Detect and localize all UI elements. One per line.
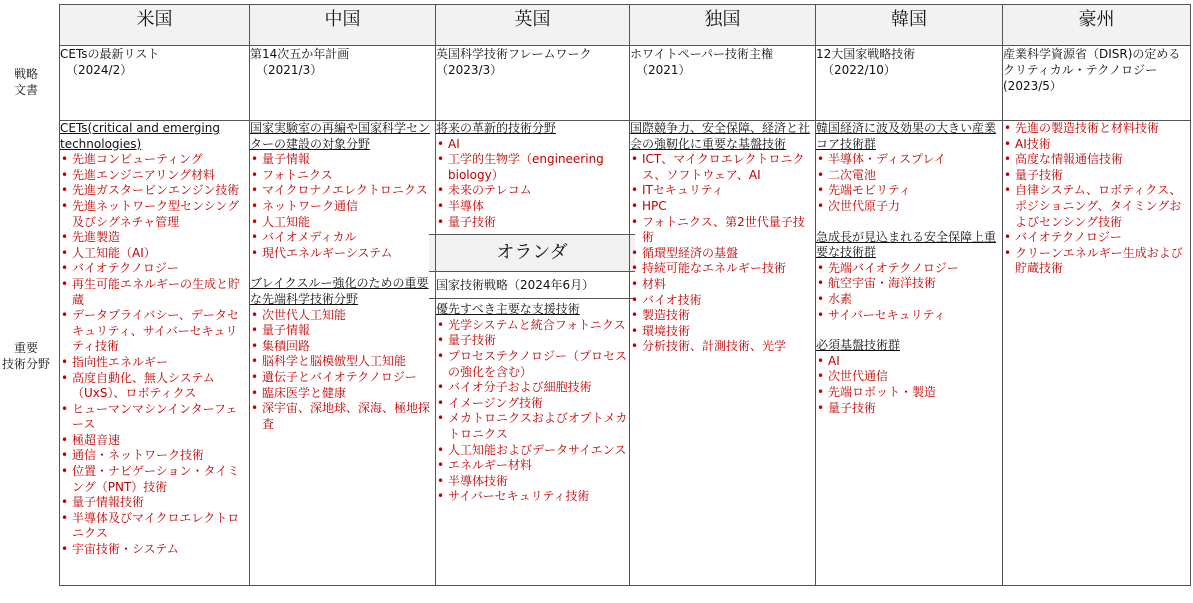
doc-uk: 英国科学技術フレームワーク（2023/3）: [436, 46, 630, 121]
korea-list-header-2: 急成長が見込まれる安全保障上重要な技術群: [816, 229, 997, 260]
germany-list-header: 国際競争力、安全保障、経済と社会の強靭化に重要な基盤技術: [630, 121, 811, 151]
country-uk: 英国: [436, 5, 630, 46]
list-item: • 宇宙技術・システム: [60, 542, 249, 558]
uk-tech-list: [436, 137, 629, 231]
list-item: • 循環型経済の基盤: [630, 246, 815, 262]
list-item: • AI技術: [1003, 137, 1190, 153]
list-item: • 再生可能エネルギーの生成と貯蔵: [60, 277, 249, 308]
list-item: • 先進コンピューティング: [60, 152, 249, 168]
list-item: • 深宇宙、深地球、深海、極地探査: [250, 401, 435, 432]
list-item: • 高度な情報通信技術: [1003, 152, 1190, 168]
china-tech-list-2: [250, 308, 435, 433]
list-item: • 先進製造: [60, 230, 249, 246]
list-item: • バイオ分子および細胞技術: [436, 380, 629, 396]
doc-australia: 産業科学資源省（DISR)の定めるクリティカル・テクノロジー(2023/5）: [1003, 46, 1191, 121]
list-item: • 次世代原子力: [816, 199, 1002, 215]
country-germany: 独国: [630, 5, 816, 46]
korea-tech-list-3: [816, 354, 1002, 416]
list-item: • 水素: [816, 292, 1002, 308]
list-item: • AI: [436, 137, 629, 153]
list-item: • 位置・ナビゲーション・タイミング（PNT）技術: [60, 464, 249, 495]
list-item: • ネットワーク通信: [250, 199, 435, 215]
list-item: • 次世代通信: [816, 369, 1002, 385]
list-item: • 環境技術: [630, 324, 815, 340]
list-item: • 半導体: [436, 199, 629, 215]
list-item: • ICT、マイクロエレクトロニクス、ソフトウェア、AI: [630, 152, 815, 183]
list-item: • マイクロナノエレクトロニクス: [250, 183, 435, 199]
list-item: • 量子技術: [1003, 168, 1190, 184]
list-item: • エネルギー材料: [436, 458, 629, 474]
tech-fields-row: [60, 121, 1191, 586]
list-item: • 光学システムと統合フォトニクス: [436, 318, 629, 334]
list-item: • 量子情報: [250, 152, 435, 168]
list-item: • 量子技術: [436, 333, 629, 349]
doc-netherlands: 国家技術戦略（2024年6月）: [429, 272, 635, 299]
list-item: • 製造技術: [630, 308, 815, 324]
netherlands-list-header: 優先すべき主要な支援技術: [436, 302, 580, 317]
list-item: • 半導体・ディスプレイ: [816, 152, 1002, 168]
tech-australia: [1003, 121, 1191, 586]
list-item: • 量子情報技術: [60, 495, 249, 511]
tech-us: [60, 121, 250, 586]
list-item: • バイオ技術: [630, 293, 815, 309]
uk-list-header: 将来の革新的技術分野: [436, 121, 557, 135]
netherlands-tech-list: [436, 318, 629, 505]
country-netherlands: オランダ: [429, 234, 635, 272]
list-item: • 量子技術: [436, 215, 629, 231]
list-item: • 先端バイオテクノロジー: [816, 261, 1002, 277]
list-item: • 量子情報: [250, 323, 435, 339]
list-item: • 半導体技術: [436, 474, 629, 490]
list-item: • 先進エンジニアリング材料: [60, 168, 249, 184]
list-item: • バイオテクノロジー: [1003, 230, 1190, 246]
china-list-header-1: 国家実験室の再編や国家科学センターの建設の対象分野: [250, 121, 431, 151]
list-item: • ITセキュリティ: [630, 183, 815, 199]
list-item: • 先端ロボット・製造: [816, 385, 1002, 401]
list-item: • 先進ガスタービンエンジン技術: [60, 183, 249, 199]
korea-list-header-3: 必須基盤技術群: [816, 338, 901, 353]
china-tech-list-1: [250, 152, 435, 261]
korea-tech-list-1: [816, 152, 1002, 214]
list-item: • 先進ネットワーク型センシング及びシグネチャ管理: [60, 199, 249, 230]
list-item: • フォトニクス: [250, 168, 435, 184]
list-item: • 人工知能（AI）: [60, 246, 249, 262]
list-item: • 先進の製造技術と材料技術: [1003, 121, 1190, 137]
list-item: • 現代エネルギーシステム: [250, 246, 435, 262]
row-label-strategy: 戦略 文書: [13, 67, 38, 97]
country-header-row: [60, 5, 1191, 46]
list-item: • 集積回路: [250, 339, 435, 355]
list-item: • データプライバシー、データセキュリティ、サイバーセキュリティ技術: [60, 308, 249, 355]
list-item: • 通信・ネットワーク技術: [60, 448, 249, 464]
list-item: • 航空宇宙・海洋技術: [816, 276, 1002, 292]
list-item: • 次世代人工知能: [250, 308, 435, 324]
list-item: • イメージング技術: [436, 396, 629, 412]
list-item: • HPC: [630, 199, 815, 215]
country-us: 米国: [60, 5, 250, 46]
list-item: • 人工知能およびデータサイエンス: [436, 443, 629, 459]
list-item: • 二次電池: [816, 168, 1002, 184]
list-item: • クリーンエネルギー生成および貯蔵技術: [1003, 246, 1190, 277]
list-item: • バイオメディカル: [250, 230, 435, 246]
list-item: • 遺伝子とバイオテクノロジー: [250, 370, 435, 386]
list-item: • メカトロニクスおよびオプトメカトロニクス: [436, 411, 629, 442]
row-label-important-tech: 重要 技術分野: [1, 341, 50, 371]
list-item: • 臨床医学と健康: [250, 386, 435, 402]
list-item: • サイバーセキュリティ技術: [436, 489, 629, 505]
list-item: • 指向性エネルギー: [60, 355, 249, 371]
tech-germany: [630, 121, 816, 586]
us-tech-list: [60, 152, 249, 557]
australia-tech-list: [1003, 121, 1190, 277]
list-item: • ヒューマンマシンインターフェース: [60, 402, 249, 433]
country-china: 中国: [250, 5, 436, 46]
doc-korea: 12大国家戦略技術 （2022/10）: [816, 46, 1003, 121]
country-korea: 韓国: [816, 5, 1003, 46]
tech-uk: [436, 121, 630, 586]
list-item: • プロセステクノロジー（プロセスの強化を含む）: [436, 349, 629, 380]
list-item: • AI: [816, 354, 1002, 370]
list-item: • バイオテクノロジー: [60, 261, 249, 277]
list-item: • 脳科学と脳模倣型人工知能: [250, 354, 435, 370]
us-list-header: CETs(critical and emerging technologies): [60, 121, 220, 151]
list-item: • 分析技術、計測技術、光学: [630, 339, 815, 355]
korea-tech-list-2: [816, 261, 1002, 323]
list-item: • 持続可能なエネルギー技術: [630, 261, 815, 277]
doc-us: CETsの最新リスト （2024/2）: [60, 46, 250, 121]
list-item: • 量子技術: [816, 401, 1002, 417]
list-item: • 未来のテレコム: [436, 183, 629, 199]
comparison-table: [59, 4, 1191, 586]
germany-tech-list: [630, 152, 815, 355]
country-australia: 豪州: [1003, 5, 1191, 46]
list-item: • 材料: [630, 277, 815, 293]
list-item: • フォトニクス、第2世代量子技術: [630, 215, 815, 246]
list-item: • 極超音速: [60, 433, 249, 449]
list-item: • 自律システム、ロボティクス、ポジショニング、タイミングおよびセンシング技術: [1003, 183, 1190, 230]
list-item: • 人工知能: [250, 215, 435, 231]
tech-china: [250, 121, 436, 586]
list-item: • 先端モビリティ: [816, 183, 1002, 199]
list-item: • 高度自動化、無人システム（UxS）、ロボティクス: [60, 371, 249, 402]
china-list-header-2: ブレイクスルー強化のための重要な先端科学技術分野: [250, 276, 429, 306]
strategy-document-row: [60, 46, 1191, 121]
list-item: • 工学的生物学（engineering biology）: [436, 152, 629, 183]
list-item: • サイバーセキュリティ: [816, 308, 1002, 324]
korea-list-header-1: 韓国経済に波及効果の大きい産業コア技術群: [816, 121, 997, 151]
list-item: • 半導体及びマイクロエレクトロニクス: [60, 511, 249, 542]
doc-germany: ホワイトペーパー技術主権 （2021）: [630, 46, 816, 121]
doc-china: 第14次五か年計画 （2021/3）: [250, 46, 436, 121]
tech-korea: [816, 121, 1003, 586]
